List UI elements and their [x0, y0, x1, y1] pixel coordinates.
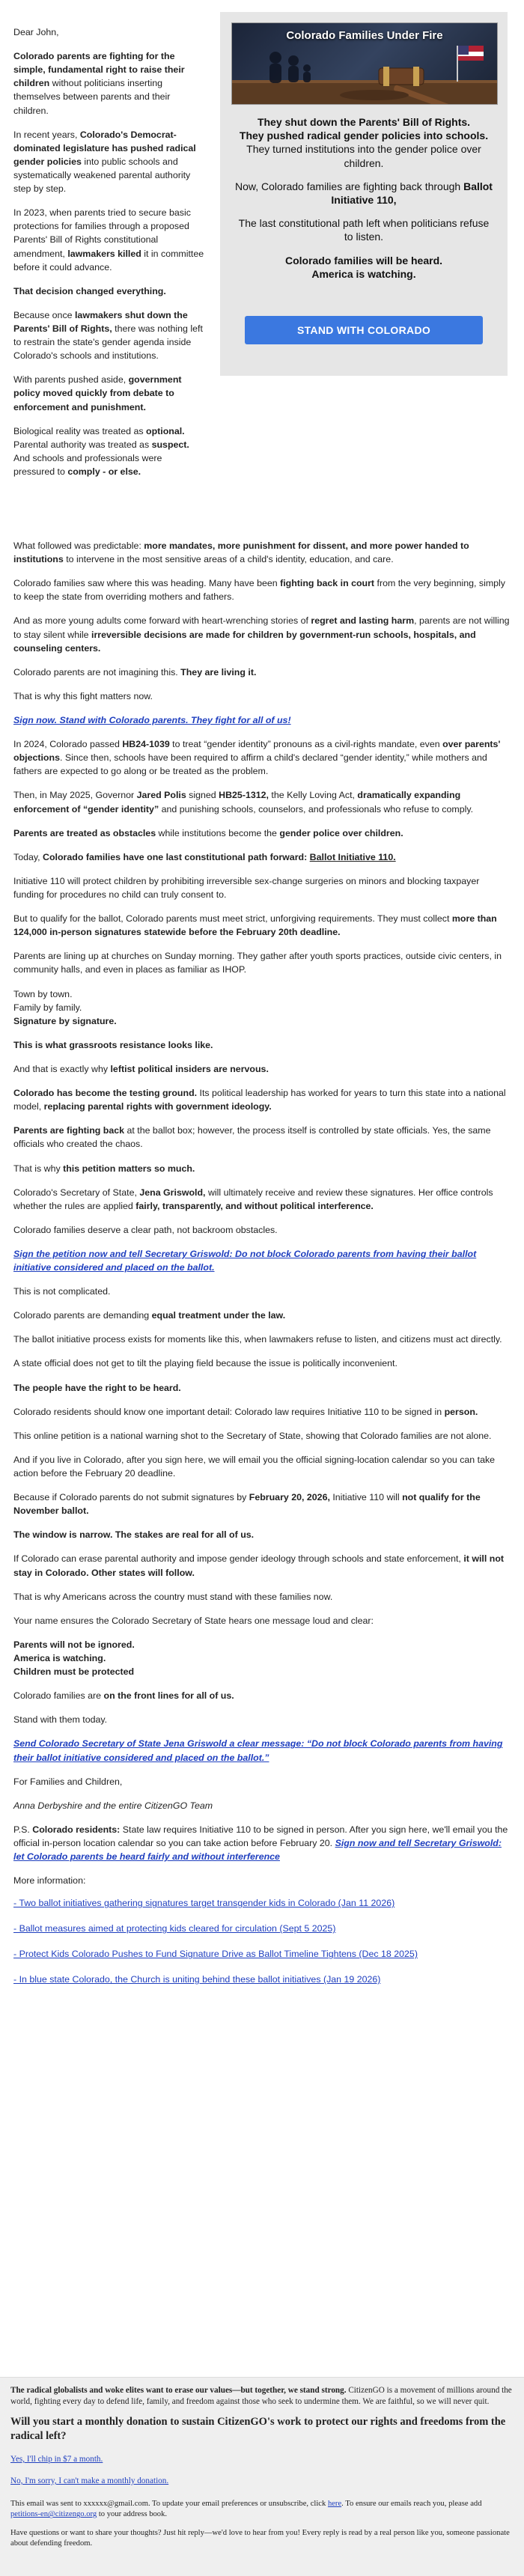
body-paragraph: The ballot initiative process exists for moments like this, when lawmakers refuse to listen, and citizens must act directly.	[13, 1334, 502, 1345]
intro-column	[13, 25, 205, 489]
sidebar-line: They pushed radical gender policies into schools.	[239, 130, 489, 142]
footer-mission: The radical globalists and woke elites want to erase our values—but together, we stand strong. CitizenGO is a movement of millions around the world, fighting every day to defend life, family, and freedom against those who seek to undermine them. We are faithful, so we will never quit.	[10, 2386, 512, 2407]
donate-yes-link[interactable]: Yes, I'll chip in $7 a month.	[10, 2454, 103, 2464]
body-paragraph: This online petition is a national warning shot to the Secretary of State, showing that Colorado families are not alone.	[13, 1430, 492, 1441]
greeting: Dear John,	[13, 27, 59, 37]
body-paragraph: In 2024, Colorado passed HB24-1039 to treat “gender identity” pronouns as a civil-rights mandate, even over parents' objections. Since then, schools have been required to affirm a child's declared “gender identity,” while mothers and fathers are expected to go along or be treated as the problem.	[13, 739, 501, 777]
body-paragraph: Parents are treated as obstacles while institutions become the gender police over children.	[13, 827, 403, 838]
stand-with-colorado-button[interactable]: STAND WITH COLORADO	[245, 316, 483, 344]
signature: Anna Derbyshire and the entire CitizenGO Team	[13, 1800, 213, 1811]
body-paragraph: Colorado residents should know one important detail: Colorado law requires Initiative 110 to be signed in person.	[13, 1406, 478, 1417]
body-paragraph: If Colorado can erase parental authority and impose gender ideology through schools and state enforcement, it will not stay in Colorado. Other states will follow.	[13, 1553, 505, 1578]
unsubscribe-link[interactable]: here	[327, 2500, 342, 2509]
banner-image	[231, 22, 498, 105]
body-paragraph: That is why this petition matters so much.	[13, 1163, 195, 1174]
signoff: For Families and Children,	[13, 1776, 123, 1787]
body-paragraph: The people have the right to be heard.	[13, 1382, 181, 1393]
list-item	[13, 1898, 511, 1908]
body-paragraph: This is what grassroots resistance looks like.	[13, 1039, 213, 1050]
send-message-link[interactable]: Send Colorado Secretary of State Jena Griswold a clear message: “Do not block Colorado parents from having their ballot initiative considered and placed on the ballot.”	[13, 1738, 503, 1763]
body-paragraph	[13, 1247, 511, 1274]
body-paragraph: A state official does not get to tilt the playing field because the issue is politically inconvenient.	[13, 1358, 397, 1369]
body-paragraph: That is why this fight matters now.	[13, 690, 153, 701]
body-paragraph: Then, in May 2025, Governor Jared Polis signed HB25-1312, the Kelly Loving Act, dramatically expanding enforcement of “gender identity” and punishing schools, counselors, and professionals who refuse to comply.	[13, 790, 474, 814]
body-paragraph: And if you live in Colorado, after you sign here, we will email you the official signing-location calendar so you can take action before the February 20 deadline.	[13, 1454, 496, 1479]
flag-icon	[457, 46, 484, 82]
sign-now-link[interactable]: Sign now. Stand with Colorado parents. They fight for all of us!	[13, 714, 291, 725]
body-paragraph: Stand with them today.	[13, 1714, 108, 1726]
body-paragraph: Colorado parents are not imagining this. They are living it.	[13, 666, 257, 678]
info-link[interactable]: - Two ballot initiatives gathering signatures target transgender kids in Colorado (Jan 11 2026)	[13, 1898, 395, 1909]
body-paragraph	[13, 1737, 511, 1764]
body-paragraph: But to qualify for the ballot, Colorado parents must meet strict, unforgiving requirements. They must collect more than 124,000 in-person signatures statewide before the February 20th deadline.	[13, 913, 497, 938]
email-footer	[0, 2377, 524, 2576]
intro-paragraph: Colorado parents are fighting for the simple, fundamental right to raise their children without politicians inserting themselves between parents and their children.	[13, 51, 185, 116]
address-link[interactable]: petitions-en@citizengo.org	[10, 2510, 97, 2519]
sidebar-line: They turned institutions into the gender police over children.	[246, 143, 481, 169]
intro-paragraph: With parents pushed aside, government policy moved quickly from debate to enforcement and punishment.	[13, 374, 182, 412]
body-paragraph: Because if Colorado parents do not submit signatures by February 20, 2026, Initiative 110 will not qualify for the November ballot.	[13, 1492, 481, 1517]
body-paragraph: Initiative 110 will protect children by prohibiting irreversible sex-change surgeries on minors and blocking taxpayer funding for procedures no child can truly consent to.	[13, 875, 480, 900]
family-silhouette-icon	[269, 52, 311, 83]
body-paragraph	[13, 713, 511, 727]
donation-question: Will you start a monthly donation to sustain CitizenGO's work to protect our rights and freedoms from the radical left?	[10, 2416, 506, 2443]
body-paragraph: Colorado has become the testing ground. Its political leadership has worked for years to turn this state into a national model, replacing parental rights with government ideology.	[13, 1088, 506, 1112]
body-paragraph: And as more young adults come forward with heart-wrenching stories of regret and lasting harm, parents are not willing to stay silent while irreversible decisions are made for children by government-run schools, hospitals, and counseling centers.	[13, 615, 510, 654]
body-paragraph: Colorado families are on the front lines for all of us.	[13, 1690, 234, 1702]
intro-paragraph: Because once lawmakers shut down the Parents' Bill of Rights, there was nothing left to restrain the state's gender agenda inside Colorado's schools and institutions.	[13, 309, 203, 362]
body-paragraph: And that is exactly why leftist political insiders are nervous.	[13, 1063, 269, 1074]
sidebar-line: The last constitutional path left when politicians refuse to listen.	[238, 217, 490, 243]
sidebar-line: They shut down the Parents' Bill of Rights.	[257, 116, 471, 128]
list-item	[13, 1923, 511, 1934]
body-paragraph: Town by town. Family by family. Signature by signature.	[13, 988, 117, 1026]
info-link[interactable]: - In blue state Colorado, the Church is uniting behind these ballot initiatives (Jan 19 2026)	[13, 1974, 381, 1985]
body-paragraph: What followed was predictable: more mandates, more punishment for dissent, and more power handed to institutions to intervene in the most sensitive areas of a child's identity, education, and care.	[13, 541, 469, 565]
body-paragraph: Colorado parents are demanding equal treatment under the law.	[13, 1310, 286, 1321]
body-paragraph: Colorado families saw where this was heading. Many have been fighting back in court from the very beginning, simply to keep the state from overriding mothers and fathers.	[13, 578, 505, 603]
body-paragraph: This is not complicated.	[13, 1286, 111, 1297]
intro-paragraph: That decision changed everything.	[13, 285, 166, 296]
intro-paragraph: Biological reality was treated as optional. Parental authority was treated as suspect. And schools and professionals were pressured to comply - or else.	[13, 425, 189, 477]
email-body	[13, 539, 511, 2000]
body-paragraph: Colorado families deserve a clear path, not backroom obstacles.	[13, 1224, 278, 1235]
info-link[interactable]: - Protect Kids Colorado Pushes to Fund Signature Drive as Ballot Timeline Tightens (Dec 18 2025)	[13, 1949, 418, 1960]
sign-petition-link[interactable]: Sign the petition now and tell Secretary Griswold: Do not block Colorado parents from having their ballot initiative considered and placed on the ballot.	[13, 1248, 477, 1273]
info-links	[13, 1898, 511, 1985]
reply-note: Have questions or want to share your thoughts? Just hit reply—we'd love to hear from you! Every reply is read by a real person like you, someone passionate about defending freedom.	[10, 2528, 510, 2548]
body-paragraph: Parents are lining up at churches on Sunday morning. They gather after youth sports practices, outside civic centers, in community halls, and even in places as familiar as IHOP.	[13, 951, 502, 975]
sidebar-message: They shut down the Parents' Bill of Rights. They pushed radical gender policies into schools. They turned institutions into the gender police over children. Now, Colorado families are fighting back through Ballot Initiative 110, The last constitutional path left when politicians refuse to listen. Colorado families will be heard. America is watching.	[235, 116, 493, 280]
list-item	[13, 1974, 511, 1985]
list-item	[13, 1949, 511, 1959]
info-link[interactable]: - Ballot measures aimed at protecting kids cleared for circulation (Sept 5 2025)	[13, 1923, 336, 1934]
subscription-note: This email was sent to xxxxxx@gmail.com. To update your email preferences or unsubscribe, click here. To ensure our emails reach you, please add petitions-en@citizengo.org to your address book.	[10, 2500, 482, 2519]
ps-sign-link[interactable]: Sign now and tell Secretary Griswold: let Colorado parents be heard fairly and without interference	[13, 1838, 502, 1863]
intro-paragraph: In 2023, when parents tried to secure basic protections for families through a proposed Parents' Bill of Rights constitutional amendment, lawmakers killed it in committee before it could advance.	[13, 207, 204, 272]
intro-paragraph: In recent years, Colorado's Democrat-dominated legislature has pushed radical gender policies into public schools and systematically weakened parental authority step by step.	[13, 129, 196, 195]
banner-title: Colorado Families Under Fire	[286, 29, 443, 42]
body-paragraph: Parents will not be ignored. America is watching. Children must be protected	[13, 1639, 135, 1678]
body-paragraph: Parents are fighting back at the ballot box; however, the process itself is controlled by state officials. Yes, the same officials who created the chaos.	[13, 1125, 491, 1150]
more-info-heading: More information:	[13, 1875, 86, 1887]
donate-no-link[interactable]: No, I'm sorry, I can't make a monthly donation.	[10, 2476, 169, 2486]
campaign-sidebar	[220, 12, 508, 376]
postscript: P.S. Colorado residents: State law requires Initiative 110 to be signed in person. After you sign here, we'll email you the official in-person location calendar so you can take action before February 20. Sign now and tell Secretary Griswold: let Colorado parents be heard fairly and without interference	[13, 1824, 508, 1863]
body-paragraph: Today, Colorado families have one last constitutional path forward: Ballot Initiative 110.	[13, 851, 396, 862]
body-paragraph: The window is narrow. The stakes are real for all of us.	[13, 1529, 255, 1541]
body-paragraph: Your name ensures the Colorado Secretary of State hears one message loud and clear:	[13, 1615, 374, 1626]
body-paragraph: That is why Americans across the country must stand with these families now.	[13, 1591, 333, 1602]
body-paragraph: Colorado's Secretary of State, Jena Griswold, will ultimately receive and review these signatures. Her office controls whether the rules are applied fairly, transparently, and without political interference.	[13, 1187, 493, 1211]
